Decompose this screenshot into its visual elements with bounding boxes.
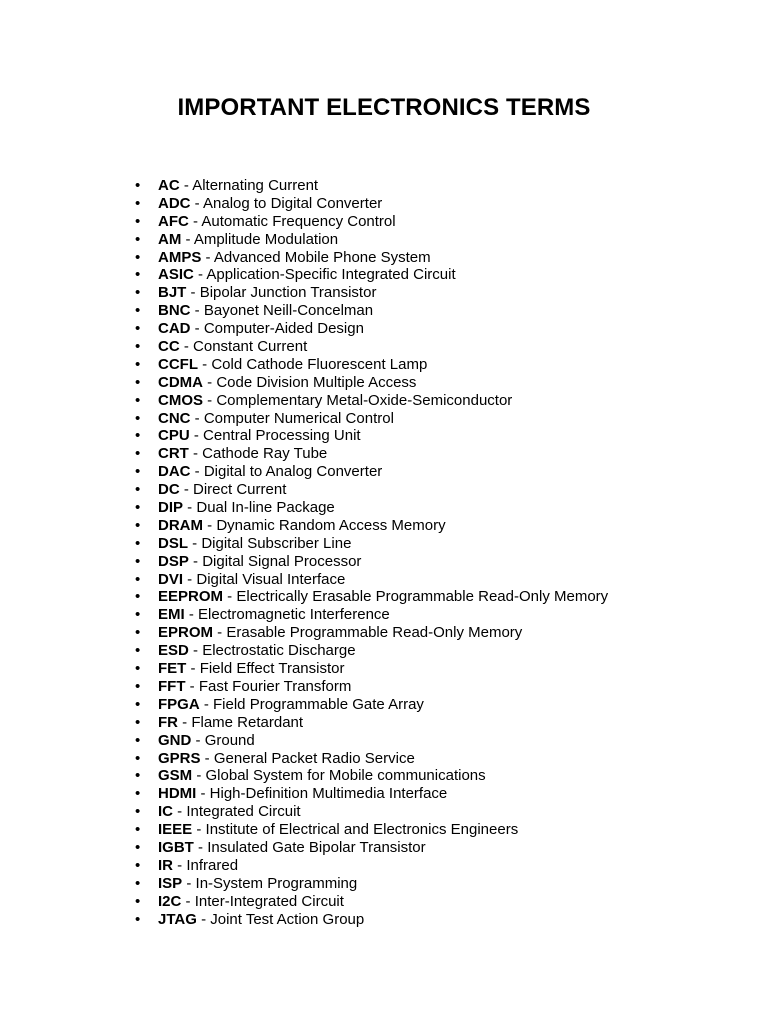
term-definition: Dynamic Random Access Memory	[216, 516, 446, 534]
term-definition: Digital Signal Processor	[202, 552, 362, 570]
term-abbreviation: IR	[158, 856, 173, 874]
term-definition: Dual In-line Package	[196, 499, 335, 517]
bullet-icon: •	[135, 731, 141, 749]
bullet-icon: •	[135, 624, 141, 642]
list-item	[132, 231, 608, 249]
term-definition: Constant Current	[193, 338, 308, 356]
term-definition: Infrared	[186, 856, 239, 874]
term-separator: -	[188, 534, 202, 552]
term-abbreviation: AM	[158, 230, 182, 248]
list-item	[132, 499, 608, 517]
list-item	[132, 767, 608, 785]
term-separator: -	[182, 874, 196, 892]
list-item	[132, 302, 608, 320]
list-item	[132, 553, 608, 571]
list-item	[132, 821, 608, 839]
term-abbreviation: FFT	[158, 677, 186, 695]
term-abbreviation: JTAG	[158, 910, 197, 928]
term-definition: Code Division Multiple Access	[216, 373, 417, 391]
term-abbreviation: GND	[158, 731, 192, 749]
bullet-icon: •	[135, 785, 141, 803]
bullet-icon: •	[135, 606, 141, 624]
list-item	[132, 893, 608, 911]
list-item	[132, 481, 608, 499]
bullet-icon: •	[135, 373, 141, 391]
term-definition: Fast Fourier Transform	[198, 677, 352, 695]
bullet-icon: •	[135, 910, 141, 928]
list-item	[132, 356, 608, 374]
bullet-icon: •	[135, 499, 141, 517]
list-item	[132, 392, 608, 410]
bullet-icon: •	[135, 874, 141, 892]
term-definition: Digital Subscriber Line	[201, 534, 352, 552]
term-abbreviation: AMPS	[158, 248, 202, 266]
term-separator: -	[203, 516, 217, 534]
term-separator: -	[183, 570, 197, 588]
bullet-icon: •	[135, 821, 141, 839]
bullet-icon: •	[135, 856, 141, 874]
term-separator: -	[203, 373, 217, 391]
term-definition: Application-Specific Integrated Circuit	[206, 266, 456, 284]
term-definition: Erasable Programmable Read-Only Memory	[226, 624, 523, 642]
term-abbreviation: AC	[158, 177, 180, 194]
term-abbreviation: CDMA	[158, 373, 203, 391]
term-abbreviation: BJT	[158, 284, 187, 302]
bullet-icon: •	[135, 570, 141, 588]
list-item	[132, 571, 608, 589]
list-item	[132, 785, 608, 803]
term-definition: Computer Numerical Control	[203, 409, 394, 427]
list-item	[132, 213, 608, 231]
term-abbreviation: EEPROM	[158, 588, 224, 606]
term-separator: -	[173, 856, 187, 874]
term-separator: -	[184, 606, 199, 624]
term-definition: Flame Retardant	[191, 713, 304, 731]
term-abbreviation: CPU	[158, 427, 190, 445]
list-item	[132, 266, 608, 284]
term-separator: -	[179, 481, 194, 499]
term-separator: -	[178, 713, 192, 731]
term-abbreviation: DRAM	[158, 516, 203, 534]
term-separator: -	[196, 910, 211, 928]
bullet-icon: •	[135, 338, 141, 356]
term-separator: -	[188, 445, 203, 463]
term-abbreviation: GPRS	[158, 749, 201, 767]
list-item	[132, 750, 608, 768]
bullet-icon: •	[135, 803, 141, 821]
term-separator: -	[193, 838, 208, 856]
term-separator: -	[193, 266, 207, 284]
list-item	[132, 320, 608, 338]
term-definition: Inter-Integrated Circuit	[194, 892, 344, 910]
bullet-icon: •	[135, 445, 141, 463]
term-abbreviation: GSM	[158, 767, 193, 785]
term-abbreviation: BNC	[158, 302, 191, 320]
bullet-icon: •	[135, 266, 141, 284]
term-abbreviation: CC	[158, 338, 180, 356]
term-definition: Digital to Analog Converter	[203, 463, 383, 481]
term-separator: -	[186, 284, 200, 302]
term-separator: -	[188, 552, 203, 570]
bullet-icon: •	[135, 695, 141, 713]
bullet-icon: •	[135, 194, 141, 212]
list-item	[132, 427, 608, 445]
bullet-icon: •	[135, 767, 141, 785]
bullet-icon: •	[135, 660, 141, 678]
term-abbreviation: HDMI	[158, 785, 197, 803]
term-separator: -	[213, 624, 227, 642]
list-item	[132, 195, 608, 213]
list-item	[132, 678, 608, 696]
bullet-icon: •	[135, 534, 141, 552]
list-item	[132, 624, 608, 642]
list-item	[132, 839, 608, 857]
term-definition: Joint Test Action Group	[210, 910, 365, 928]
list-item	[132, 374, 608, 392]
bullet-icon: •	[135, 481, 141, 499]
term-abbreviation: CRT	[158, 445, 189, 463]
list-item	[132, 463, 608, 481]
term-abbreviation: FR	[158, 713, 178, 731]
term-separator: -	[188, 642, 203, 660]
bullet-icon: •	[135, 463, 141, 481]
term-separator: -	[188, 212, 202, 230]
bullet-icon: •	[135, 391, 141, 409]
term-definition: Cold Cathode Fluorescent Lamp	[211, 355, 428, 373]
term-separator: -	[196, 785, 210, 803]
bullet-icon: •	[135, 355, 141, 373]
list-item	[132, 714, 608, 732]
term-abbreviation: DVI	[158, 570, 184, 588]
bullet-icon: •	[135, 409, 141, 427]
bullet-icon: •	[135, 516, 141, 534]
term-definition: Field Effect Transistor	[199, 660, 345, 678]
term-definition: Advanced Mobile Phone System	[213, 248, 431, 266]
term-abbreviation: IC	[158, 803, 173, 821]
term-separator: -	[190, 302, 204, 320]
term-abbreviation: ISP	[158, 874, 183, 892]
page-title: IMPORTANT ELECTRONICS TERMS	[177, 94, 591, 121]
term-abbreviation: ADC	[158, 194, 191, 212]
term-separator: -	[190, 194, 204, 212]
list-item	[132, 732, 608, 750]
bullet-icon: •	[135, 588, 141, 606]
term-definition: Alternating Current	[192, 177, 319, 194]
list-item	[132, 857, 608, 875]
term-abbreviation: DSL	[158, 534, 188, 552]
term-abbreviation: DC	[158, 481, 180, 499]
list-item	[132, 517, 608, 535]
term-abbreviation: CCFL	[158, 355, 198, 373]
list-item	[132, 696, 608, 714]
term-abbreviation: CAD	[158, 320, 191, 338]
term-definition: In-System Programming	[195, 874, 358, 892]
term-definition: Direct Current	[193, 481, 287, 499]
term-separator: -	[189, 427, 204, 445]
term-abbreviation: FET	[158, 660, 187, 678]
term-abbreviation: ASIC	[158, 266, 194, 284]
term-separator: -	[186, 660, 200, 678]
term-definition: Complementary Metal-Oxide-Semiconductor	[216, 391, 513, 409]
term-separator: -	[173, 803, 187, 821]
term-separator: -	[181, 892, 195, 910]
list-item	[132, 642, 608, 660]
term-separator: -	[190, 320, 204, 338]
term-definition: Ground	[204, 731, 255, 749]
bullet-icon: •	[135, 749, 141, 767]
bullet-icon: •	[135, 177, 141, 194]
term-abbreviation: CNC	[158, 409, 191, 427]
list-item	[132, 338, 608, 356]
term-definition: Computer-Aided Design	[203, 320, 364, 338]
term-separator: -	[201, 248, 214, 266]
list-item	[132, 875, 608, 893]
term-separator: -	[190, 409, 204, 427]
term-definition: Institute of Electrical and Electronics Engineers	[205, 821, 519, 839]
list-item	[132, 911, 608, 929]
bullet-icon: •	[135, 230, 141, 248]
term-abbreviation: DSP	[158, 552, 189, 570]
term-definition: Central Processing Unit	[203, 427, 361, 445]
term-abbreviation: CMOS	[158, 391, 203, 409]
term-separator: -	[191, 731, 205, 749]
term-abbreviation: EPROM	[158, 624, 214, 642]
bullet-icon: •	[135, 427, 141, 445]
bullet-icon: •	[135, 284, 141, 302]
term-definition: Automatic Frequency Control	[201, 212, 396, 230]
term-separator: -	[200, 749, 214, 767]
term-definition: Field Programmable Gate Array	[213, 695, 424, 713]
term-definition: Electromagnetic Interference	[198, 606, 390, 624]
term-definition: Digital Visual Interface	[196, 570, 346, 588]
term-abbreviation: I2C	[158, 892, 182, 910]
bullet-icon: •	[135, 212, 141, 230]
term-separator: -	[181, 230, 194, 248]
bullet-icon: •	[135, 713, 141, 731]
term-separator: -	[199, 695, 214, 713]
term-separator: -	[190, 463, 204, 481]
term-definition: Amplitude Modulation	[193, 230, 339, 248]
term-separator: -	[203, 391, 217, 409]
term-definition: Insulated Gate Bipolar Transistor	[207, 838, 426, 856]
term-definition: Global System for Mobile communications	[205, 767, 486, 785]
bullet-icon: •	[135, 552, 141, 570]
term-definition: Analog to Digital Converter	[203, 194, 383, 212]
list-item	[132, 588, 608, 606]
term-definition: Bayonet Neill-Concelman	[203, 302, 374, 320]
term-abbreviation: IGBT	[158, 838, 194, 856]
list-item	[132, 410, 608, 428]
term-separator: -	[192, 767, 206, 785]
term-definition: Electrostatic Discharge	[202, 642, 356, 660]
term-abbreviation: EMI	[158, 606, 185, 624]
term-separator: -	[185, 677, 199, 695]
term-separator: -	[223, 588, 237, 606]
term-definition: General Packet Radio Service	[213, 749, 415, 767]
bullet-icon: •	[135, 838, 141, 856]
term-definition: Integrated Circuit	[186, 803, 301, 821]
term-abbreviation: ESD	[158, 642, 189, 660]
list-item	[132, 803, 608, 821]
bullet-icon: •	[135, 892, 141, 910]
term-separator: -	[179, 177, 193, 194]
bullet-icon: •	[135, 677, 141, 695]
term-separator: -	[198, 355, 212, 373]
term-abbreviation: IEEE	[158, 821, 193, 839]
list-item	[132, 249, 608, 267]
term-separator: -	[192, 821, 206, 839]
term-definition: Cathode Ray Tube	[202, 445, 328, 463]
term-list	[132, 177, 608, 928]
term-abbreviation: AFC	[158, 212, 189, 230]
bullet-icon: •	[135, 302, 141, 320]
term-abbreviation: DAC	[158, 463, 191, 481]
list-item	[132, 284, 608, 302]
list-item	[132, 606, 608, 624]
term-definition: High-Definition Multimedia Interface	[209, 785, 448, 803]
list-item	[132, 660, 608, 678]
term-abbreviation: FPGA	[158, 695, 200, 713]
list-item	[132, 177, 608, 195]
list-item	[132, 535, 608, 553]
term-definition: Bipolar Junction Transistor	[199, 284, 377, 302]
list-item	[132, 445, 608, 463]
bullet-icon: •	[135, 642, 141, 660]
bullet-icon: •	[135, 248, 141, 266]
term-definition: Electrically Erasable Programmable Read-Only Memory	[236, 588, 609, 606]
term-abbreviation: DIP	[158, 499, 184, 517]
term-separator: -	[183, 499, 197, 517]
term-separator: -	[179, 338, 194, 356]
bullet-icon: •	[135, 320, 141, 338]
